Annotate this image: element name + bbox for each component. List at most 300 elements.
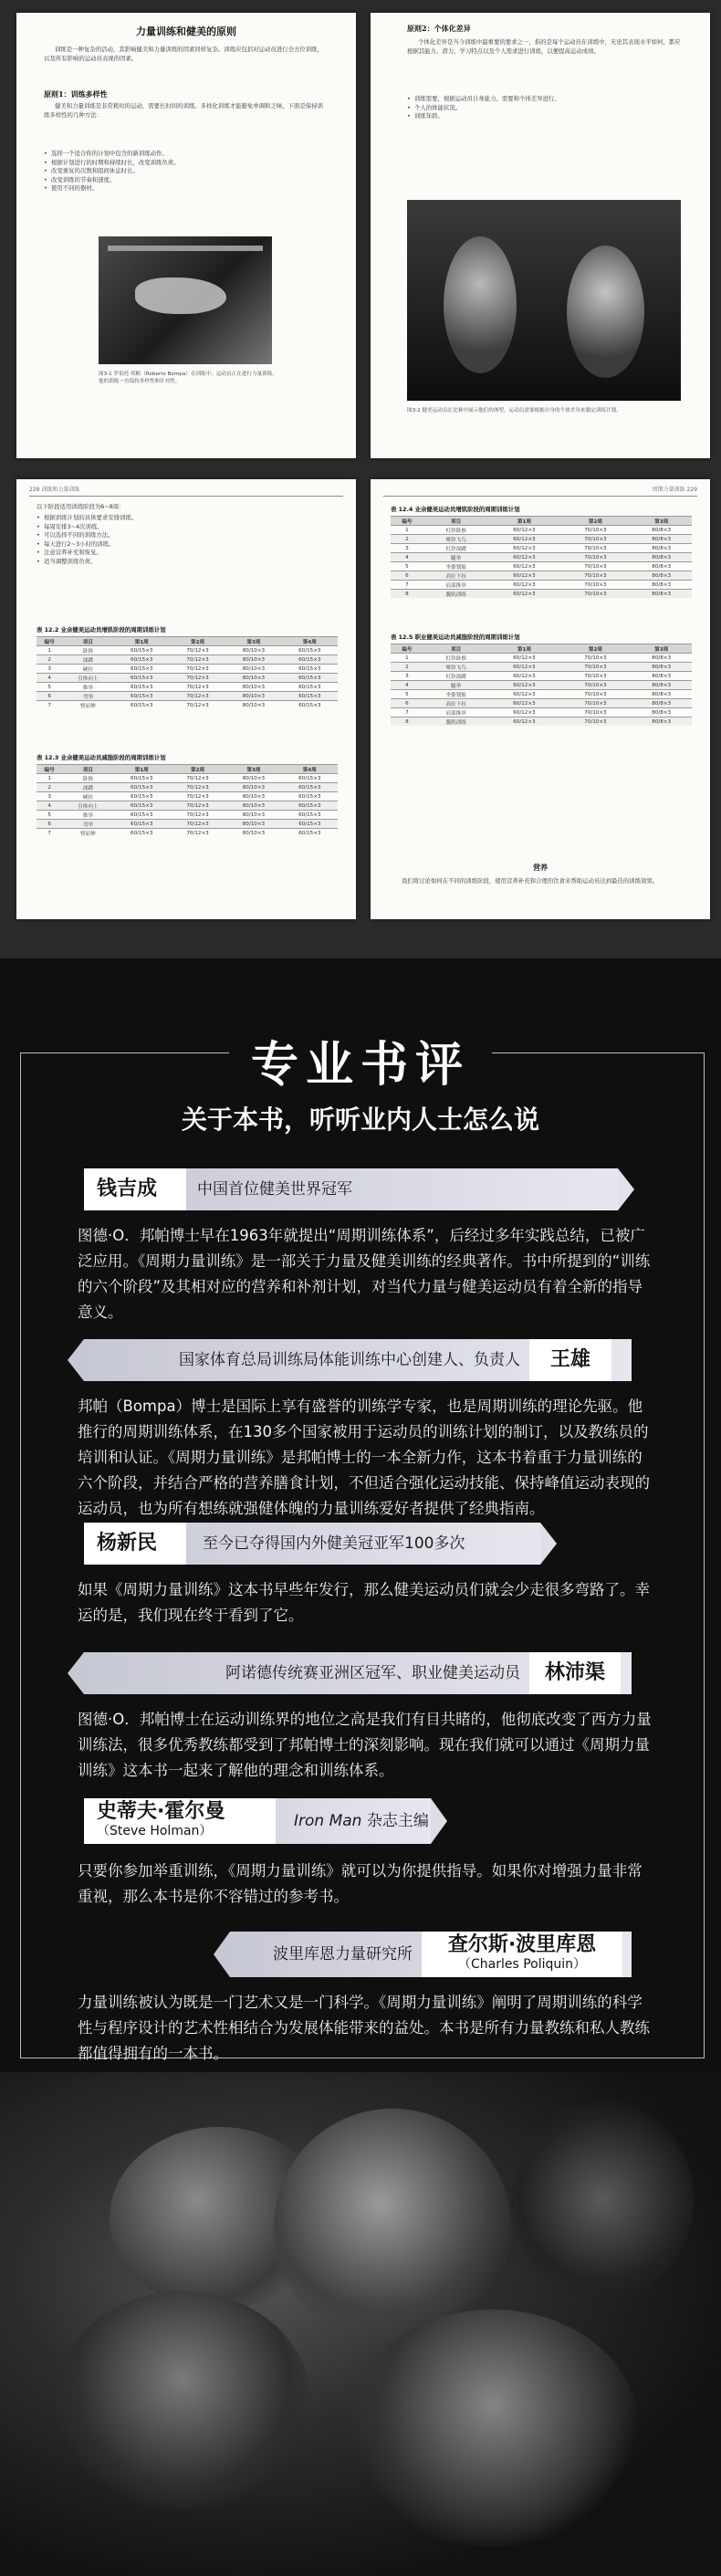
table-cell: 80/10×3 <box>225 801 281 811</box>
bar-arrow <box>214 1932 230 1977</box>
table-cell: 卧推 <box>62 646 113 655</box>
table-caption: 表 12.4 业余健美运动员增肌阶段的周期训练计划 <box>391 506 520 513</box>
table-header-row <box>37 765 338 774</box>
table-cell: 1 <box>37 646 62 655</box>
table-header-row <box>391 644 692 654</box>
table-cell: 70/12×3 <box>170 665 225 674</box>
table-cell: 60/12×3 <box>488 526 559 535</box>
table-cell: 80/10×3 <box>225 655 281 665</box>
table-cell: 70/12×3 <box>170 646 225 655</box>
table-cell: 硬拉 <box>62 792 113 801</box>
page-number: 229 <box>686 487 697 493</box>
table-cell: 80/10×3 <box>225 829 281 838</box>
table-cell: 80/10×3 <box>225 783 281 792</box>
table-header-cell: 第2周 <box>559 517 631 526</box>
table-cell: 60/12×3 <box>488 708 559 717</box>
table-header-cell: 第2周 <box>559 644 631 654</box>
review-quote: 邦帕（Bompa）博士是国际上享有盛誉的训练学专家，也是周期训练的理论先驱。他推行的周期训练体系，在130多个国家被用于运动员的训练计划的制订，以及教练员的培训和认证。《周期力量训练》是邦帕博士的一本全新力作，这本书着重于力量训练的六个阶段，并结合严格的营养膳食计划，不但适合强化运动技能、保持峰值运动表现的运动员，也为所有想练就强健体魄的力量训练爱好者提供了经典指南。 <box>78 1398 650 1517</box>
table-cell: 推举 <box>62 811 113 820</box>
table-cell: 60/15×3 <box>282 655 338 665</box>
table-cell: 80/8×3 <box>631 708 692 717</box>
table-cell: 60/15×3 <box>282 801 338 811</box>
table-cell: 腹肌训练 <box>423 717 489 727</box>
table-cell: 70/10×3 <box>559 571 631 581</box>
table-header-cell: 第2周 <box>170 765 225 774</box>
review-quote: 力量训练被认为既是一门艺术又是一门科学。《周期力量训练》阐明了周期训练的科学性与程序设计的艺术性相结合为发展体能带来的益处。本书是所有力量教练和私人教练都值得拥有的一本书。 <box>78 1994 650 2062</box>
table-header-cell: 编号 <box>37 765 62 774</box>
table-cell: 70/12×3 <box>170 774 225 783</box>
reviewer-role: 国家体育总局训练局体能训练中心创建人、负责人 <box>179 1351 520 1369</box>
table-cell: 70/10×3 <box>559 717 631 727</box>
table-cell: 60/15×3 <box>114 811 170 820</box>
role-suffix: 杂志主编 <box>361 1812 429 1830</box>
list-item: • 选择一个适合你的计划中包含的新训练动作。 <box>44 150 329 159</box>
table-cell: 60/15×3 <box>282 701 338 710</box>
table-cell: 推举 <box>62 683 113 692</box>
table-header-cell: 第1周 <box>114 637 170 646</box>
magazine-name: Iron Man <box>294 1812 362 1830</box>
table-cell: 弯举 <box>62 820 113 829</box>
table-row <box>37 783 338 792</box>
table-cell: 70/10×3 <box>559 654 631 663</box>
table-cell: 70/12×3 <box>170 820 225 829</box>
table-cell: 70/10×3 <box>559 672 631 681</box>
table-cell: 5 <box>37 811 62 820</box>
table-cell: 2 <box>391 535 423 544</box>
bodybuilders-photo <box>407 200 681 401</box>
table-header-cell: 第3周 <box>225 765 281 774</box>
table-row <box>391 690 692 699</box>
table-cell: 5 <box>391 690 423 699</box>
table-cell: 80/8×3 <box>631 681 692 690</box>
table-row <box>391 717 692 727</box>
nutrition-paragraph: 我们将讨论如何在不同的训练阶段，使用营养补充和合理的饮食来帮助运动员达到最佳的训练效果。 <box>402 877 659 885</box>
table-cell: 80/8×3 <box>631 581 692 590</box>
body-paragraph: 以下阶段适用训练阶段为6~8周： <box>37 503 125 510</box>
table-cell: 60/15×3 <box>114 701 170 710</box>
table-cell: 7 <box>391 581 423 590</box>
header-rule <box>383 496 697 497</box>
table-cell: 腿举 <box>423 681 489 690</box>
table-cell: 60/15×3 <box>114 655 170 665</box>
table-header-cell: 第1周 <box>488 517 559 526</box>
table-cell: 3 <box>391 544 423 553</box>
table-cell: 70/10×3 <box>559 562 631 571</box>
table-cell: 70/12×3 <box>170 811 225 820</box>
table-cell: 60/12×3 <box>488 590 559 599</box>
reviewer-role <box>294 1800 429 1842</box>
list-item: • 注意营养补充和恢复。 <box>37 549 338 558</box>
table-cell: 肩部推举 <box>423 708 489 717</box>
running-head: 周期力量训练 <box>652 487 685 493</box>
table-cell: 80/8×3 <box>631 526 692 535</box>
page-header <box>653 485 697 494</box>
book-page-top-left <box>16 13 356 458</box>
table-cell: 80/8×3 <box>631 553 692 562</box>
table-cell: 70/10×3 <box>559 681 631 690</box>
table-cell: 肩部推举 <box>423 581 489 590</box>
table-cell: 80/10×3 <box>225 820 281 829</box>
table-cell: 60/12×3 <box>488 562 559 571</box>
table-block <box>391 633 692 726</box>
bodybuilder-photo <box>0 2072 721 2576</box>
table-row <box>391 562 692 571</box>
table-row <box>391 699 692 708</box>
table-block <box>391 505 692 598</box>
table-cell: 腿举 <box>423 553 489 562</box>
table-row <box>37 792 338 801</box>
table-cell: 杠铃卧推 <box>423 654 489 663</box>
table-cell: 5 <box>37 683 62 692</box>
table-cell: 4 <box>391 553 423 562</box>
table-cell: 80/8×3 <box>631 571 692 581</box>
table-cell: 80/8×3 <box>631 717 692 727</box>
reviewer-role: 中国首位健美世界冠军 <box>197 1180 352 1199</box>
table-cell: 臂屈伸 <box>62 701 113 710</box>
bullet-list <box>44 150 329 194</box>
principle-heading: 原则2：个体化差异 <box>407 24 471 33</box>
table-cell: 60/12×3 <box>488 654 559 663</box>
bar-arrow <box>68 1652 84 1694</box>
table-header-cell: 第2周 <box>170 637 225 646</box>
table-cell: 4 <box>37 674 62 683</box>
table-cell: 60/12×3 <box>488 571 559 581</box>
table-cell: 80/10×3 <box>225 692 281 701</box>
table-cell: 60/15×3 <box>114 683 170 692</box>
reviewer-role: 至今已夺得国内外健美冠亚军100多次 <box>203 1534 465 1553</box>
photo-caption: 图3-1 罗伯托·邦帕（Roberto Bompa）在训练中，运动员正在进行力量训练，他的训练一直保持多样性和针对性。 <box>99 372 277 384</box>
list-item: • 使用不同的器材。 <box>44 184 329 194</box>
table-cell: 70/12×3 <box>170 701 225 710</box>
body-paragraph: 健美和力量训练是非常耗时的运动，需要长时间的训练。多样化训练才能避免单调和乏味，下面是保持训练多样性的几种方法： <box>44 102 323 119</box>
table-cell: 引体向上 <box>62 801 113 811</box>
table-cell: 6 <box>37 820 62 829</box>
table-header-cell: 编号 <box>37 637 62 646</box>
table-cell: 80/8×3 <box>631 544 692 553</box>
table-cell: 80/10×3 <box>225 665 281 674</box>
table-cell: 80/8×3 <box>631 535 692 544</box>
list-item: • 改变重复的次数和组间休息时长。 <box>44 167 329 176</box>
photo-caption: 图3-2 健美运动员在比赛中展示他们的体型，运动员需要根据自身的个体差异来制定训练计划。 <box>407 408 622 414</box>
table-cell: 60/15×3 <box>282 674 338 683</box>
table-header-row <box>37 637 338 646</box>
reviews-title-wrap <box>0 1036 721 1094</box>
table-cell: 卧推 <box>62 774 113 783</box>
table-caption: 表 12.2 业余健美运动员增肌阶段的周期训练计划 <box>37 626 166 634</box>
table-cell: 2 <box>391 663 423 672</box>
review-quote: 如果《周期力量训练》这本书早些年发行，那么健美运动员们就会少走很多弯路了。幸运的是，我们现在终于看到了它。 <box>78 1581 650 1624</box>
table-cell: 60/15×3 <box>282 683 338 692</box>
reviewer-name-en: （Steve Holman） <box>97 1824 213 1838</box>
table-cell: 80/8×3 <box>631 654 692 663</box>
reviewer-name-box <box>422 1932 622 1977</box>
review-quote: 图德·O．邦帕博士早在1963年就提出“周期训练体系”，后经过多年实践总结，已被广泛应用。《周期力量训练》是一部关于力量及健美训练的经典著作。书中所提到的“训练的六个阶段”及其相对应的营养和补剂计划，对当代力量与健美运动员有着全新的指导意义。 <box>78 1227 651 1321</box>
table-cell: 高位下拉 <box>423 699 489 708</box>
table-cell: 60/15×3 <box>282 783 338 792</box>
table-cell: 70/12×3 <box>170 683 225 692</box>
table-row <box>391 581 692 590</box>
table-cell: 60/15×3 <box>114 646 170 655</box>
table-cell: 3 <box>37 665 62 674</box>
table-cell: 8 <box>391 590 423 599</box>
table-cell: 60/12×3 <box>488 699 559 708</box>
bullet-list <box>37 514 338 567</box>
reviewer-name: 钱吉成 <box>84 1168 186 1210</box>
training-table <box>37 636 338 709</box>
table-cell: 70/12×3 <box>170 674 225 683</box>
table-cell: 臂屈伸 <box>62 829 113 838</box>
table-cell: 80/10×3 <box>225 674 281 683</box>
table-header-cell: 第3周 <box>631 517 692 526</box>
table-cell: 80/10×3 <box>225 683 281 692</box>
table-cell: 60/12×3 <box>488 535 559 544</box>
table-row <box>37 774 338 783</box>
table-cell: 70/10×3 <box>559 544 631 553</box>
table-row <box>37 683 338 692</box>
table-row <box>391 553 692 562</box>
review-quote: 图德·O．邦帕博士在运动训练界的地位之高是我们有目共睹的，他彻底改变了西方力量训练法，很多优秀教练都受到了邦帕博士的深刻影响。现在我们就可以通过《周期力量训练》这本书一起来了解他的理念和训练体系。 <box>78 1711 652 1779</box>
table-cell: 60/12×3 <box>488 717 559 727</box>
table-cell: 高位下拉 <box>423 571 489 581</box>
table-cell: 80/8×3 <box>631 663 692 672</box>
list-item: • 可以选择不同的训练方法。 <box>37 531 338 540</box>
athlete-figure <box>135 277 226 314</box>
bar-arrow <box>618 1168 634 1210</box>
list-item: • 适当调整训练负荷。 <box>37 558 338 567</box>
table-cell: 8 <box>391 717 423 727</box>
table-cell: 60/15×3 <box>114 774 170 783</box>
table-cell: 70/10×3 <box>559 699 631 708</box>
reviewer-name-box <box>84 1798 276 1844</box>
table-cell: 7 <box>37 829 62 838</box>
training-table <box>391 516 692 598</box>
table-row <box>37 820 338 829</box>
table-row <box>37 801 338 811</box>
table-cell: 1 <box>391 526 423 535</box>
table-cell: 60/12×3 <box>488 544 559 553</box>
table-cell: 深蹲 <box>62 783 113 792</box>
page-header <box>29 485 79 494</box>
table-cell: 60/15×3 <box>114 829 170 838</box>
table-cell: 60/15×3 <box>114 801 170 811</box>
intro-paragraph: 训练是一种复杂的活动，其影响健美和力量训练的因素同样复杂。训练应包括对运动员进行全方位训练，以及所有影响的运动员表现的因素。 <box>44 46 323 62</box>
table-cell: 80/10×3 <box>225 811 281 820</box>
reviewer-role: 波里库恩力量研究所 <box>273 1945 413 1963</box>
table-cell: 杠铃卧推 <box>423 526 489 535</box>
table-cell: 60/12×3 <box>488 672 559 681</box>
table-header-cell: 项目 <box>62 765 113 774</box>
table-cell: 60/12×3 <box>488 553 559 562</box>
table-cell: 60/15×3 <box>114 692 170 701</box>
arm-muscle <box>55 2291 310 2510</box>
table-cell: 杠铃深蹲 <box>423 672 489 681</box>
table-cell: 80/10×3 <box>225 701 281 710</box>
barbell <box>108 246 263 251</box>
bar-arrow <box>431 1798 447 1844</box>
reviewer-name: 王雄 <box>529 1339 611 1381</box>
table-cell: 哑铃飞鸟 <box>423 663 489 672</box>
table-header-cell: 项目 <box>423 644 489 654</box>
table-row <box>37 829 338 838</box>
table-cell: 70/10×3 <box>559 590 631 599</box>
principle-heading: 原则1：训练多样性 <box>44 89 108 99</box>
table-cell: 80/8×3 <box>631 672 692 681</box>
table-cell: 杠铃深蹲 <box>423 544 489 553</box>
reviewer-name: 查尔斯·波里库恩 <box>447 1933 597 1956</box>
table-header-cell: 编号 <box>391 517 423 526</box>
table-cell: 60/12×3 <box>488 581 559 590</box>
table-cell: 80/8×3 <box>631 690 692 699</box>
athlete-figure <box>444 236 517 373</box>
table-cell: 80/8×3 <box>631 562 692 571</box>
table-row <box>37 665 338 674</box>
table-cell: 70/12×3 <box>170 692 225 701</box>
table-row <box>37 811 338 820</box>
table-row <box>37 674 338 683</box>
table-cell: 60/15×3 <box>114 674 170 683</box>
training-table <box>391 644 692 726</box>
athlete-figure <box>567 246 644 378</box>
head-shadow <box>511 2100 694 2300</box>
bullet-list <box>407 95 681 121</box>
table-cell: 1 <box>37 774 62 783</box>
table-cell: 60/12×3 <box>488 690 559 699</box>
table-cell: 6 <box>37 692 62 701</box>
table-cell: 哑铃飞鸟 <box>423 535 489 544</box>
table-cell: 硬拉 <box>62 665 113 674</box>
table-header-cell: 第3周 <box>631 644 692 654</box>
table-cell: 70/10×3 <box>559 690 631 699</box>
table-cell: 4 <box>37 801 62 811</box>
table-caption: 表 12.3 业余健美运动员减脂阶段的周期训练计划 <box>37 754 166 761</box>
table-header-cell: 第1周 <box>114 765 170 774</box>
table-cell: 70/12×3 <box>170 783 225 792</box>
table-cell: 60/15×3 <box>282 811 338 820</box>
table-header-cell: 编号 <box>391 644 423 654</box>
table-cell: 60/15×3 <box>114 665 170 674</box>
reviewer-name: 杨新民 <box>84 1523 186 1565</box>
table-cell: 60/15×3 <box>282 665 338 674</box>
table-row <box>37 692 338 701</box>
table-cell: 60/15×3 <box>114 792 170 801</box>
table-row <box>391 590 692 599</box>
nutrition-heading: 营养 <box>533 863 548 872</box>
table-cell: 70/10×3 <box>559 535 631 544</box>
page-number: 228 <box>29 487 40 493</box>
table-cell: 60/15×3 <box>282 820 338 829</box>
table-cell: 1 <box>391 654 423 663</box>
table-cell: 70/10×3 <box>559 553 631 562</box>
list-item: • 每天进行2~3小时的训练。 <box>37 540 338 550</box>
training-table <box>37 764 338 837</box>
table-cell: 60/15×3 <box>114 783 170 792</box>
book-page-bottom-left <box>16 479 356 919</box>
table-caption: 表 12.5 职业健美运动员减脂阶段的周期训练计划 <box>391 634 520 641</box>
list-item: • 改变训练的节奏和速度。 <box>44 176 329 185</box>
table-row <box>37 655 338 665</box>
table-header-cell: 第3周 <box>225 637 281 646</box>
table-cell: 70/12×3 <box>170 801 225 811</box>
table-cell: 70/10×3 <box>559 708 631 717</box>
table-cell: 80/8×3 <box>631 590 692 599</box>
table-row <box>391 526 692 535</box>
table-block <box>37 753 338 837</box>
table-cell: 60/12×3 <box>488 663 559 672</box>
table-cell: 60/15×3 <box>282 692 338 701</box>
book-page-top-right <box>371 13 710 458</box>
table-cell: 60/15×3 <box>114 820 170 829</box>
bar-arrow <box>540 1523 557 1565</box>
table-row <box>391 535 692 544</box>
table-cell: 70/10×3 <box>559 663 631 672</box>
table-cell: 80/10×3 <box>225 792 281 801</box>
table-cell: 70/12×3 <box>170 655 225 665</box>
table-cell: 6 <box>391 699 423 708</box>
table-cell: 6 <box>391 571 423 581</box>
table-cell: 80/8×3 <box>631 699 692 708</box>
table-row <box>391 708 692 717</box>
reviews-subtitle: 关于本书，听听业内人士怎么说 <box>181 1105 539 1135</box>
table-row <box>391 544 692 553</box>
review-quote: 只要你参加举重训练，《周期力量训练》就可以为你提供指导。如果你对增强力量非常重视，那么本书是你不容错过的参考书。 <box>78 1862 643 1905</box>
reviewer-role: 阿诺德传统赛亚洲区冠军、职业健美运动员 <box>225 1664 520 1682</box>
table-cell: 60/15×3 <box>282 792 338 801</box>
table-cell: 坐姿划船 <box>423 562 489 571</box>
table-row <box>391 663 692 672</box>
table-cell: 腹肌训练 <box>423 590 489 599</box>
list-item: • 每周安排3~4次训练。 <box>37 523 338 532</box>
table-header-cell: 第4周 <box>282 637 338 646</box>
table-cell: 70/10×3 <box>559 526 631 535</box>
table-cell: 80/10×3 <box>225 774 281 783</box>
reviewer-name-en: （Charles Poliquin） <box>457 1957 587 1972</box>
table-row <box>391 672 692 681</box>
table-cell: 5 <box>391 562 423 571</box>
table-header-cell: 第1周 <box>488 644 559 654</box>
table-cell: 60/12×3 <box>488 681 559 690</box>
table-cell: 2 <box>37 655 62 665</box>
table-cell: 坐姿划船 <box>423 690 489 699</box>
table-row <box>391 654 692 663</box>
table-row <box>37 646 338 655</box>
table-cell: 70/12×3 <box>170 829 225 838</box>
list-item: • 训练需要，根据运动员自身能力、需要和个体差异进行。 <box>407 95 681 104</box>
table-cell: 2 <box>37 783 62 792</box>
list-item: • 根据计划进行的时期和持续时长，改变训练负荷。 <box>44 159 329 168</box>
running-head: 训练和力量训练 <box>41 487 80 493</box>
bar-arrow <box>68 1339 84 1381</box>
table-cell: 弯举 <box>62 692 113 701</box>
table-cell: 引体向上 <box>62 674 113 683</box>
table-cell: 3 <box>391 672 423 681</box>
table-block <box>37 625 338 709</box>
table-row <box>37 701 338 710</box>
lat-muscle <box>347 2309 639 2547</box>
book-page-bottom-right <box>371 479 710 919</box>
table-cell: 80/10×3 <box>225 646 281 655</box>
table-cell: 60/15×3 <box>282 829 338 838</box>
reviews-title: 专业书评 <box>229 1036 492 1094</box>
table-cell: 70/10×3 <box>559 581 631 590</box>
table-cell: 7 <box>391 708 423 717</box>
training-photo <box>99 236 272 364</box>
header-rule <box>29 496 343 497</box>
table-header-row <box>391 517 692 526</box>
page-title: 力量训练和健美的原则 <box>136 26 236 37</box>
table-cell: 深蹲 <box>62 655 113 665</box>
table-header-cell: 项目 <box>62 637 113 646</box>
table-header-cell: 项目 <box>423 517 489 526</box>
